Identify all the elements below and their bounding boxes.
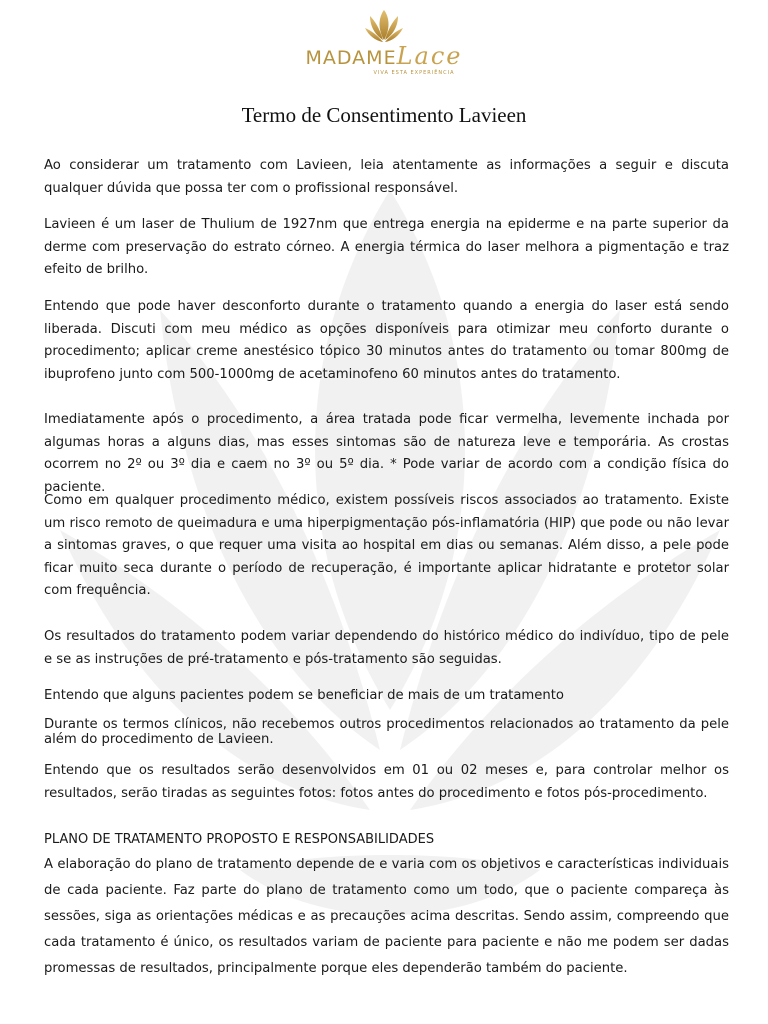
brand-logo xyxy=(0,8,768,76)
paragraph-results: Os resultados do tratamento podem variar dependendo do histórico médico do indivíduo, tipo de pele e se as instruções de pré-tratamento e pós-tratamento são seguidas. xyxy=(44,629,729,667)
paragraph-post-procedure: Imediatamente após o procedimento, a área tratada pode ficar vermelha, levemente inchada por algumas horas a alguns dias, mas esses sintomas são de natureza leve e temporária. As crostas ocorrem no 2º ou 3º dia e caem no 3º ou 5º dia. * Pode variar de acordo com a condição física do paciente. xyxy=(44,412,729,495)
brand-tagline: VIVA ESTA EXPERIÊNCIA xyxy=(373,70,455,76)
document-title: Termo de Consentimento Lavieen xyxy=(241,103,527,127)
paragraph-treatment-plan: A elaboração do plano de tratamento depende de e varia com os objetivos e características individuais de cada paciente. Faz parte do plano de tratamento como um todo, que o paciente compareça às sessões, siga as orientações médicas e as precauções acima descritas. Sendo assim, compreendo que cada tratamento é único, os resultados variam de paciente para paciente e não me podem ser dadas promessas de resultados, principalmente porque eles dependerão também do paciente. xyxy=(44,857,729,976)
paragraph-discomfort: Entendo que pode haver desconforto durante o tratamento quando a energia do laser está sendo liberada. Discuti com meu médico as opções disponíveis para otimizar meu conforto durante o procedimento; aplicar creme anestésico tópico 30 minutos antes do tratamento ou tomar 800mg de ibuprofeno junto com 500-1000mg de acetaminofeno 60 minutos antes do tratamento. xyxy=(44,299,729,382)
paragraph-multiple-treatments: Entendo que alguns pacientes podem se beneficiar de mais de um tratamento xyxy=(44,688,564,703)
paragraph-description: Lavieen é um laser de Thulium de 1927nm que entrega energia na epiderme e na parte superior da derme com preservação do estrato córneo. A energia térmica do laser melhora a pigmentação e traz efeito de brilho. xyxy=(44,217,729,277)
lotus-logo-icon xyxy=(364,8,404,46)
paragraph-clinical-terms: Durante os termos clínicos, não recebemos outros procedimentos relacionados ao tratamento da pele além do procedimento de Lavieen. xyxy=(44,717,729,747)
paragraph-risks: Como em qualquer procedimento médico, existem possíveis riscos associados ao tratamento. Existe um risco remoto de queimadura e uma hiperpigmentação pós-inflamatória (HIP) que pode ou não levar a sintomas graves, o que requer uma visita ao hospital em dias ou semanas. Além disso, a pele pode ficar muito seca durante o período de recuperação, é importante aplicar hidratante e protetor solar com frequência. xyxy=(44,493,729,598)
brand-name xyxy=(0,42,768,70)
section-heading: PLANO DE TRATAMENTO PROPOSTO E RESPONSABILIDADES xyxy=(44,832,435,847)
paragraph-photos: Entendo que os resultados serão desenvolvidos em 01 ou 02 meses e, para controlar melhor os resultados, serão tiradas as seguintes fotos: fotos antes do procedimento e fotos pós-procedimento. xyxy=(44,763,729,801)
brand-name-script: Lace xyxy=(396,42,463,70)
paragraph-intro: Ao considerar um tratamento com Lavieen, leia atentamente as informações a seguir e discuta qualquer dúvida que possa ter com o profissional responsável. xyxy=(44,158,729,196)
brand-name-plain: MADAME xyxy=(305,47,397,69)
